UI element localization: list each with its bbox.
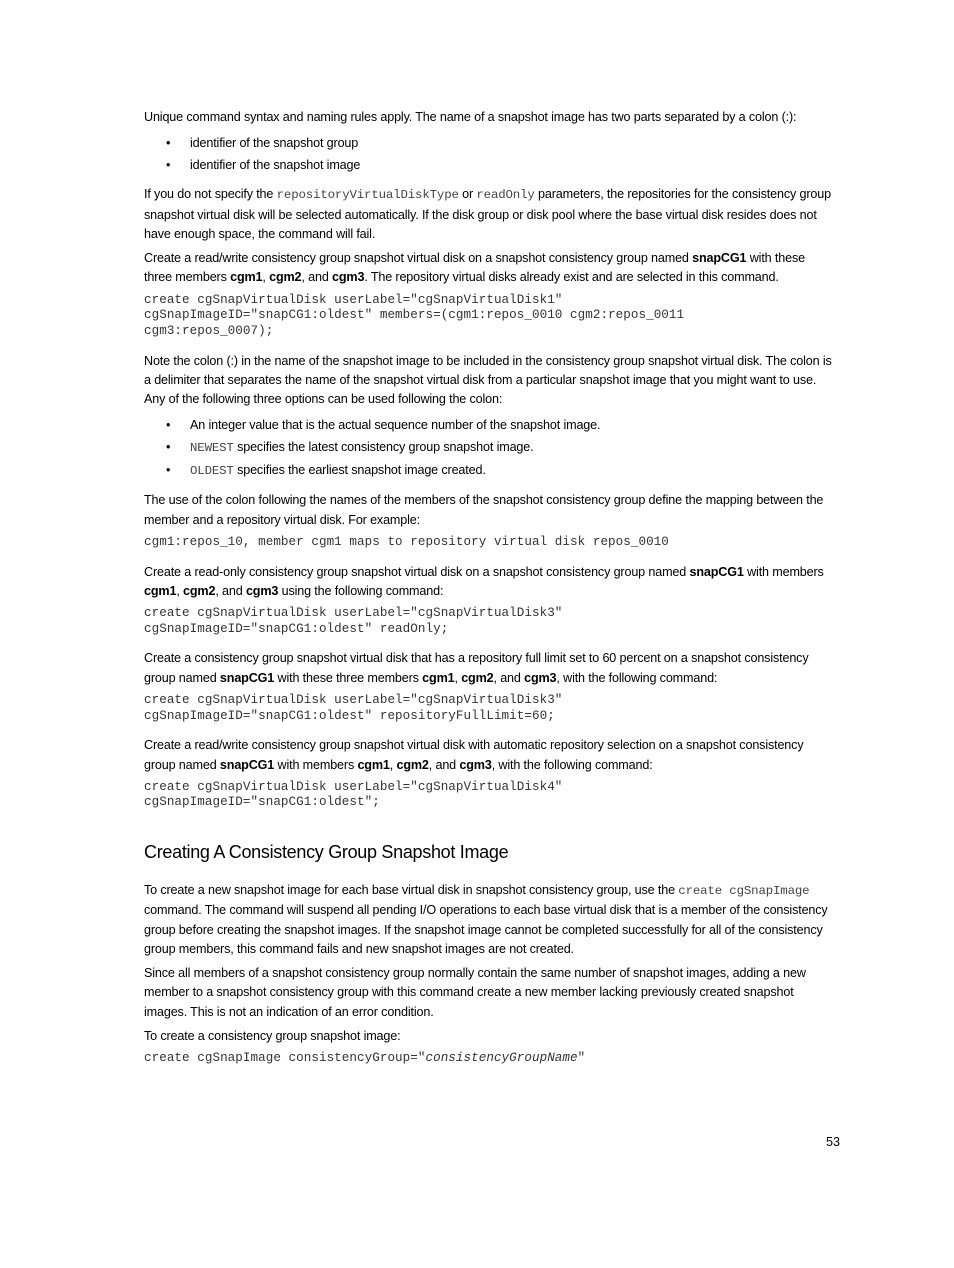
mapping-paragraph: The use of the colon following the names of the members of the snapshot consistency group define the mapping between the member and a repository virtual disk. For example: (144, 493, 824, 527)
bullet-icon: • (166, 463, 171, 478)
code-block: create cgSnapVirtualDisk userLabel="cgSnapVirtualDisk1" cgSnapImageID="snapCG1:oldest" members=(cgm1:repos_0010 cgm2:repos_0011 cgm3:repos_0007); (144, 292, 685, 338)
list-item: • NEWEST specifies the latest consistency group snapshot image. (144, 436, 836, 459)
bullet-icon: • (166, 440, 171, 455)
section-heading: Creating A Consistency Group Snapshot Image (144, 841, 509, 862)
inline-code: NEWEST (190, 441, 234, 456)
intro-paragraph: Unique command syntax and naming rules apply. The name of a snapshot image has two parts separated by a colon (:): (144, 110, 797, 124)
section-paragraph: To create a new snapshot image for each base virtual disk in snapshot consistency group, use the create cgSnapImage command. The command will suspend all pending I/O operations to each base virtual disk that is a member of the consistency group before creating the snapshot images. If the snapshot image cannot be completed successfully for all of the consistency group members, this command fails and new snapshot images are not created. (144, 882, 828, 956)
page-number: 53 (826, 1135, 841, 1149)
list-item: • identifier of the snapshot group (144, 132, 836, 154)
bullet-icon: • (166, 158, 171, 173)
page-content (144, 108, 836, 1079)
inline-code: readOnly (476, 188, 535, 203)
example4-paragraph: Create a read/write consistency group snapshot virtual disk with automatic repository selection on a snapshot consistency group named snapCG1 with members cgm1, cgm2, and cgm3, with the following command: (144, 738, 804, 772)
code-block: create cgSnapVirtualDisk userLabel="cgSnapVirtualDisk3" cgSnapImageID="snapCG1:oldest" repositoryFullLimit=60; (144, 693, 563, 723)
colon-note-paragraph: Note the colon (:) in the name of the snapshot image to be included in the consistency group snapshot virtual disk. The colon is a delimiter that separates the name of the snapshot virtual disk from a particular snapshot image that you might want to use. Any of the following three options can be used following the colon: (144, 353, 832, 407)
italic-placeholder: consistencyGroupName (425, 1051, 578, 1066)
list-item: • OLDEST specifies the earliest snapshot image created. (144, 459, 836, 482)
bullet-icon: • (166, 418, 171, 433)
code-block: create cgSnapImage consistencyGroup="consistencyGroupName" (144, 1051, 586, 1066)
example2-paragraph: Create a read-only consistency group snapshot virtual disk on a snapshot consistency group named snapCG1 with members cgm1, cgm2, and cgm3 using the following command: (144, 564, 824, 598)
bullet-icon: • (166, 136, 171, 151)
repository-paragraph: If you do not specify the repositoryVirtualDiskType or readOnly parameters, the repositories for the consistency group snapshot virtual disk will be selected automatically. If the disk group or disk pool where the base virtual disk resides does not have enough space, the command will fail. (144, 187, 831, 241)
name-parts-list (144, 132, 836, 176)
options-list (144, 414, 836, 482)
inline-code: repositoryVirtualDiskType (276, 188, 459, 203)
example3-paragraph: Create a consistency group snapshot virtual disk that has a repository full limit set to 60 percent on a snapshot consistency group named snapCG1 with these three members cgm1, cgm2, and cgm3, with the following command: (144, 651, 809, 685)
section-paragraph: To create a consistency group snapshot image: (144, 1029, 401, 1044)
code-block: create cgSnapVirtualDisk userLabel="cgSnapVirtualDisk4" cgSnapImageID="snapCG1:oldest"; (144, 779, 563, 810)
inline-code: create cgSnapImage (678, 883, 810, 898)
code-block: create cgSnapVirtualDisk userLabel="cgSnapVirtualDisk3" cgSnapImageID="snapCG1:oldest" readOnly; (144, 606, 563, 636)
code-block: cgm1:repos_10, member cgm1 maps to repository virtual disk repos_0010 (144, 535, 669, 550)
list-item: • An integer value that is the actual sequence number of the snapshot image. (144, 414, 836, 436)
section-paragraph: Since all members of a snapshot consistency group normally contain the same number of snapshot images, adding a new member to a snapshot consistency group with this command create a new member lacking previously created snapshot images. This is not an indication of an error condition. (144, 966, 806, 1019)
example1-paragraph: Create a read/write consistency group snapshot virtual disk on a snapshot consistency group named snapCG1 with these three members cgm1, cgm2, and cgm3. The repository virtual disks already exist and are selected in this command. (144, 251, 805, 285)
inline-code: OLDEST (190, 464, 234, 479)
list-item: • identifier of the snapshot image (144, 154, 836, 176)
